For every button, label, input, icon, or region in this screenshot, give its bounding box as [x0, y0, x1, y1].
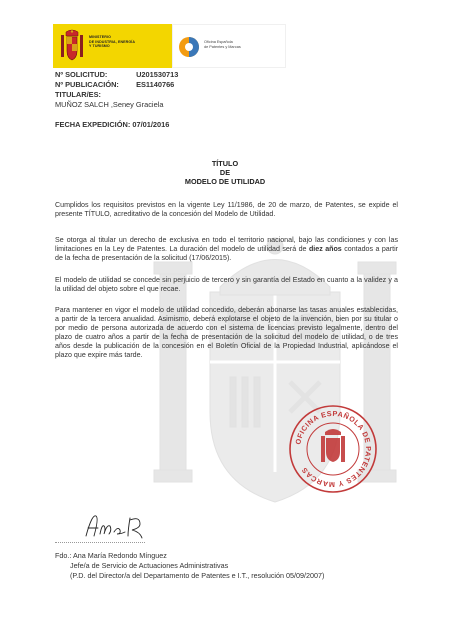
paragraph-maintenance: Para mantener en vigor el modelo de utilidad concedido, deberán abonarse las tasas anuales establecidas, a partir de la tercera anualidad. Asimismo, deberá explotarse el objeto de la invención, bien por su titular o por medio de persona autorizada de acuerdo con el sistema de licencias previsto legalmente, dentro del plazo de cuatro años a partir de la fecha de presentación de la solicitud del modelo de utilidad, o de tres años desde la publicación de la concesión en el Boletín Oficial de la Propiedad Industrial, aplicándose el plazo que expire más tarde. — [55, 306, 398, 360]
expedicion-value: 07/01/2016 — [132, 120, 170, 129]
header-logos — [53, 24, 286, 68]
oepm-logo-block — [172, 24, 286, 68]
signature-line — [55, 542, 145, 543]
paragraph-issuance: Cumplidos los requisitos previstos en la vigente Ley 11/1986, de 20 de marzo, de Patentes, se expide el presente TÍTULO, acreditativo de la concesión del Modelo de Utilidad. — [55, 201, 398, 219]
spain-crest-icon — [59, 29, 85, 63]
solicitud-value: U201530713 — [136, 70, 179, 79]
titular-value: MUÑOZ SALCH ,Seney Graciela — [55, 100, 164, 109]
signer-delegation: (P.D. del Director/a del Departamento de Patentes e I.T., resolución 05/09/2007) — [70, 571, 325, 580]
document-title-line2: DE — [219, 168, 231, 177]
oepm-line: de Patentes y Marcas — [204, 45, 241, 49]
publicacion-value: ES1140766 — [136, 80, 175, 89]
duration-emphasis: diez años — [308, 245, 342, 254]
ministry-name — [89, 35, 135, 49]
ministry-line: DE INDUSTRIA, ENERGÍA — [89, 39, 136, 44]
document-title-line3: MODELO DE UTILIDAD — [184, 177, 266, 186]
solicitud-row — [55, 70, 178, 80]
svg-text:OFICINA ESPAÑOLA DE PATENTES Y: OFICINA ESPAÑOLA DE PATENTES Y MARCAS — [293, 408, 374, 490]
publicacion-row — [55, 80, 174, 90]
official-stamp-icon — [288, 404, 378, 494]
ministry-logo-block — [53, 24, 172, 68]
titular-value-row — [55, 100, 163, 110]
signer-name: Fdo.: Ana María Redondo Mínguez — [55, 551, 167, 560]
publicacion-label: Nº PUBLICACIÓN: — [55, 80, 119, 89]
solicitud-label: Nº SOLICITUD: — [55, 70, 108, 79]
document-title-line1: TÍTULO — [211, 159, 239, 168]
paragraph-no-guarantee: El modelo de utilidad se concede sin perjuicio de tercero y sin garantía del Estado en cuanto a la validez y a la utilidad del objeto sobre el que recae. — [55, 276, 398, 294]
titular-label: TITULAR/ES: — [55, 90, 101, 99]
expedicion-row — [55, 120, 169, 130]
titular-label-row — [55, 90, 101, 100]
paragraph-exclusive-right — [55, 236, 398, 263]
handwritten-signature — [82, 508, 162, 544]
signer-role: Jefe/a de Servicio de Actuaciones Administrativas — [70, 561, 229, 570]
oepm-name — [204, 40, 241, 50]
oepm-line: Oficina Española — [204, 40, 233, 44]
ministry-line: MINISTERIO — [89, 35, 111, 39]
oepm-logo-icon — [178, 36, 200, 58]
expedicion-label: FECHA EXPEDICIÓN: — [55, 120, 131, 129]
paragraph-text: contados a partir de la fecha de presentación de la solicitud (17/06/2015). — [55, 245, 399, 263]
ministry-line: Y TURISMO — [89, 44, 110, 49]
paragraph-text: Se otorga al titular un derecho de exclusiva en todo el territorio nacional, bajo las condiciones y con las limitaciones en la Ley de Patentes. La duración del modelo de utilidad será de — [55, 236, 398, 254]
